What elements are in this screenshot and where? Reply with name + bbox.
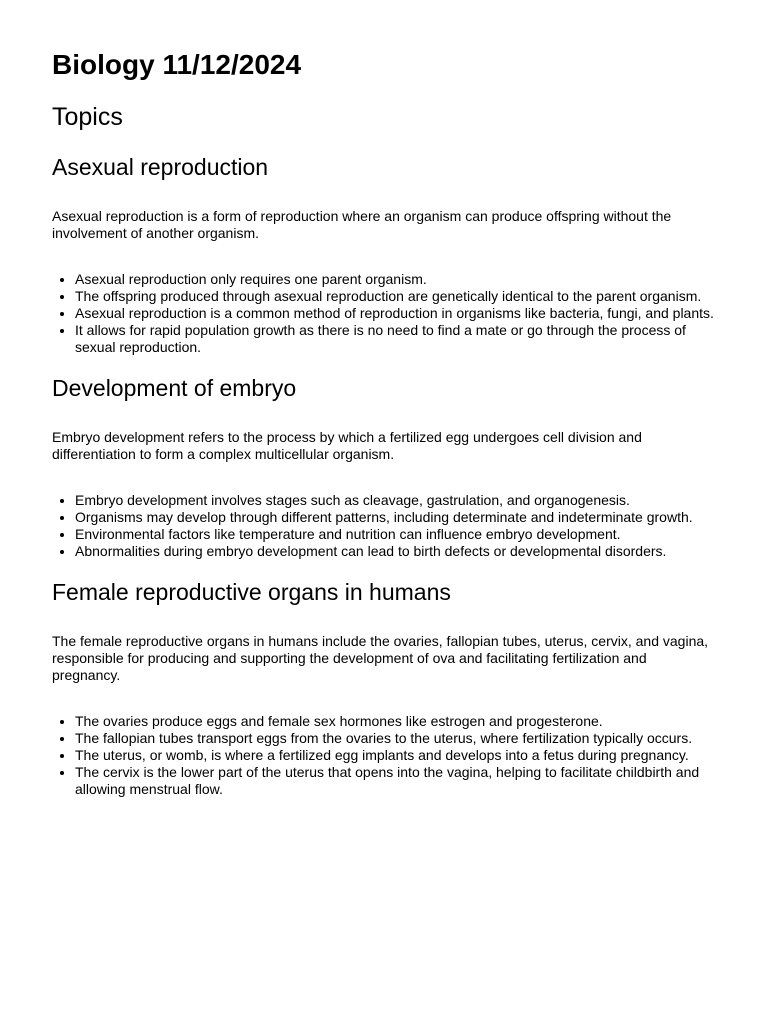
list-item: • Embryo development involves stages such as cleavage, gastrulation, and organogenesis. bbox=[75, 492, 716, 509]
list-item: • Environmental factors like temperature and nutrition can influence embryo development. bbox=[75, 526, 716, 543]
section-intro: Embryo development refers to the process by which a fertilized egg undergoes cell division and differentiation to form a complex multicellular organism. bbox=[52, 429, 642, 462]
section-intro: Asexual reproduction is a form of reproduction where an organism can produce offspring without the involvement of another organism. bbox=[52, 208, 672, 241]
list-item: • The ovaries produce eggs and female sex hormones like estrogen and progesterone. bbox=[75, 713, 716, 730]
section-heading: Development of embryo bbox=[52, 375, 297, 401]
list-item: • Abnormalities during embryo development can lead to birth defects or developmental disorders. bbox=[75, 543, 716, 560]
list-item: • The cervix is the lower part of the uterus that opens into the vagina, helping to facilitate childbirth and allowing menstrual flow. bbox=[75, 764, 716, 798]
list-item: • The fallopian tubes transport eggs from the ovaries to the uterus, where fertilization typically occurs. bbox=[75, 730, 716, 747]
section-development-of-embryo bbox=[52, 372, 716, 560]
bullet-list bbox=[52, 271, 716, 356]
section-female-reproductive-organs bbox=[52, 576, 716, 798]
section-intro: The female reproductive organs in humans include the ovaries, fallopian tubes, uterus, cervix, and vagina, responsible for producing and supporting the development of ova and facilitating fertilization and pregnancy. bbox=[52, 633, 709, 683]
section-heading: Asexual reproduction bbox=[52, 154, 269, 180]
section-asexual-reproduction bbox=[52, 151, 716, 356]
list-item: • Asexual reproduction is a common method of reproduction in organisms like bacteria, fungi, and plants. bbox=[75, 305, 716, 322]
section-heading: Female reproductive organs in humans bbox=[52, 579, 451, 605]
list-item: • Organisms may develop through different patterns, including determinate and indeterminate growth. bbox=[75, 509, 716, 526]
list-item: • The offspring produced through asexual reproduction are genetically identical to the parent organism. bbox=[75, 288, 716, 305]
list-item: • The uterus, or womb, is where a fertilized egg implants and develops into a fetus during pregnancy. bbox=[75, 747, 716, 764]
list-item: • It allows for rapid population growth as there is no need to find a mate or go through the process of sexual reproduction. bbox=[75, 322, 716, 356]
bullet-list bbox=[52, 713, 716, 798]
list-item: • Asexual reproduction only requires one parent organism. bbox=[75, 271, 716, 288]
topics-heading: Topics bbox=[52, 103, 123, 131]
document-title: Biology 11/12/2024 bbox=[52, 49, 302, 80]
bullet-list bbox=[52, 492, 716, 560]
